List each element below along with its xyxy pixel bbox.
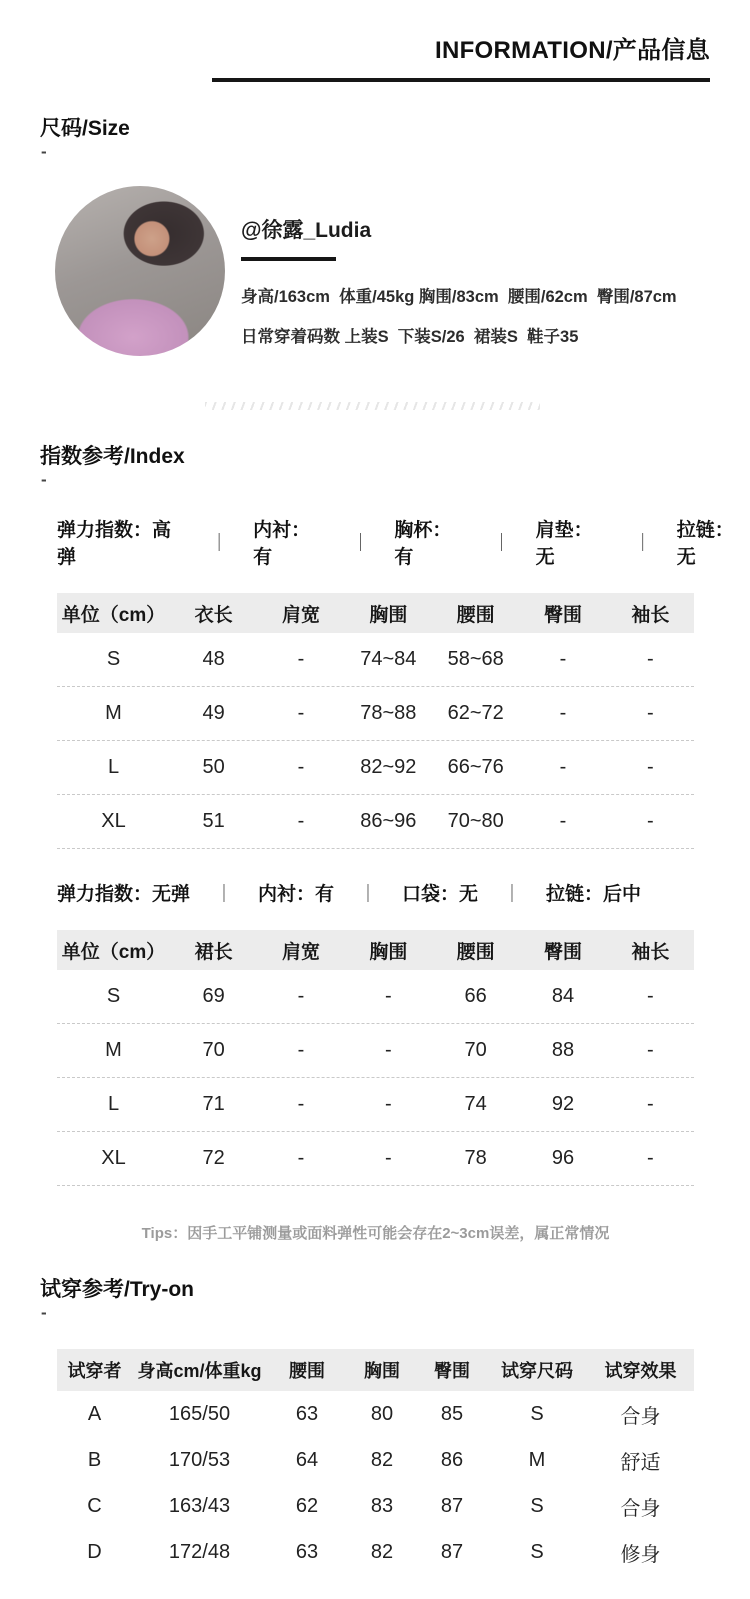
table-row <box>57 1483 694 1529</box>
model-name-rule <box>241 257 336 261</box>
table-cell: 48 <box>202 648 225 671</box>
table-cell: 70 <box>202 1039 225 1062</box>
table-row <box>57 687 694 741</box>
tryon-table <box>57 1349 694 1575</box>
table-row <box>57 1437 694 1483</box>
table-cell: 80 <box>370 1402 394 1425</box>
column-header: 臀围 <box>434 1361 470 1382</box>
table-cell: 78~88 <box>360 702 417 725</box>
table-cell: A <box>87 1402 102 1425</box>
index-section-dash: - <box>41 469 47 489</box>
table-cell: 51 <box>202 810 225 833</box>
table-cell: 87 <box>440 1540 464 1563</box>
table-cell: 63 <box>295 1540 319 1563</box>
column-header: 裙长 <box>194 941 233 963</box>
column-header: 胸围 <box>364 1361 400 1382</box>
table-cell: XL <box>101 1147 126 1170</box>
spec-divider: ｜ <box>503 883 522 904</box>
table-cell: 合身 <box>620 1497 661 1520</box>
column-header: 试穿者 <box>67 1361 122 1382</box>
table-cell: M <box>105 1039 122 1062</box>
table-row <box>57 795 694 849</box>
table-cell: - <box>559 648 567 671</box>
table-cell: - <box>384 1147 392 1170</box>
table-cell: 58~68 <box>447 648 504 671</box>
table-cell: - <box>297 1039 305 1062</box>
table-cell: 49 <box>202 702 225 725</box>
table-cell: 165/50 <box>168 1402 231 1425</box>
table-cell: 62 <box>295 1494 319 1517</box>
table-cell: 82 <box>370 1448 394 1471</box>
table-row <box>57 1024 694 1078</box>
table-cell: S <box>530 1540 544 1563</box>
table-cell: 合身 <box>620 1405 661 1428</box>
table-cell: - <box>384 1039 392 1062</box>
table-cell: 修身 <box>620 1543 661 1566</box>
column-header: 身高cm/体重kg <box>137 1361 262 1382</box>
table-cell: 170/53 <box>168 1448 231 1471</box>
spec-item: 内衬：有 <box>253 520 311 569</box>
table-cell: 74 <box>464 1093 487 1116</box>
table-cell: 70 <box>464 1039 487 1062</box>
spec-item: 肩垫：无 <box>535 520 593 569</box>
spec-divider: ｜ <box>492 533 511 554</box>
index-section-title: 指数参考/Index <box>40 444 185 468</box>
table-cell: M <box>105 702 122 725</box>
spec-item: 拉链：后中 <box>546 884 642 906</box>
spec-item: 胸杯：有 <box>394 520 452 569</box>
column-header: 衣长 <box>194 604 233 626</box>
table-cell: 69 <box>202 985 225 1008</box>
spec-item: 弹力指数：高弹 <box>57 520 172 569</box>
table-cell: 71 <box>202 1093 225 1116</box>
table-cell: 96 <box>551 1147 575 1170</box>
table-cell: S <box>106 985 121 1008</box>
table-header-row <box>57 930 694 970</box>
table-cell: - <box>646 1039 654 1062</box>
table-cell: 63 <box>295 1402 319 1425</box>
table-cell: C <box>87 1494 102 1517</box>
spec-row-top <box>57 515 750 569</box>
table-cell: 66 <box>464 985 487 1008</box>
column-header: 胸围 <box>369 941 408 963</box>
model-daily-sizes: 日常穿着码数 上装S 下装S/26 裙装S 鞋子35 <box>241 327 579 346</box>
table-row <box>57 1391 694 1437</box>
column-header: 肩宽 <box>281 604 320 626</box>
header-rule <box>212 78 710 82</box>
column-header: 试穿尺码 <box>501 1361 573 1382</box>
table-row <box>57 741 694 795</box>
table-cell: XL <box>101 810 126 833</box>
table-cell: - <box>297 985 305 1008</box>
table-cell: 64 <box>295 1448 319 1471</box>
column-header: 袖长 <box>631 941 670 963</box>
table-cell: 62~72 <box>447 702 504 725</box>
table-cell: D <box>87 1540 102 1563</box>
table-cell: 163/43 <box>168 1494 231 1517</box>
table-cell: B <box>87 1448 102 1471</box>
table-cell: - <box>297 1093 305 1116</box>
table-row <box>57 1529 694 1575</box>
tryon-section-title: 试穿参考/Try-on <box>40 1278 195 1302</box>
spec-item: 内衬：有 <box>258 884 335 906</box>
column-header: 肩宽 <box>281 941 320 963</box>
spec-divider: ｜ <box>633 533 652 554</box>
table-cell: - <box>646 985 654 1008</box>
table-cell: 66~76 <box>447 756 504 779</box>
table-cell: - <box>559 756 567 779</box>
table-cell: 86 <box>440 1448 464 1471</box>
column-header: 试穿效果 <box>604 1361 677 1382</box>
table-header-row <box>57 1349 694 1391</box>
table-cell: L <box>107 756 120 779</box>
column-header: 臀围 <box>543 604 582 626</box>
table-cell: 50 <box>202 756 225 779</box>
table-cell: S <box>530 1402 544 1425</box>
column-header: 单位（cm） <box>61 941 166 963</box>
table-cell: - <box>297 756 305 779</box>
size-table-top <box>57 593 694 849</box>
model-block <box>55 186 750 356</box>
table-cell: M <box>528 1448 546 1471</box>
table-cell: 83 <box>370 1494 394 1517</box>
table-cell: - <box>646 702 654 725</box>
table-cell: 82~92 <box>360 756 417 779</box>
table-cell: - <box>384 985 392 1008</box>
table-cell: - <box>297 648 305 671</box>
tips-note: Tips：因手工平铺测量或面料弹性可能会存在2~3cm误差，属正常情况 <box>141 1225 610 1243</box>
slash-divider <box>205 402 540 410</box>
table-cell: 87 <box>440 1494 464 1517</box>
table-header-row <box>57 593 694 633</box>
model-measurements: 身高/163cm 体重/45kg 胸围/83cm 腰围/62cm 臀围/87cm <box>241 287 677 306</box>
table-cell: - <box>559 810 567 833</box>
model-name: @徐露_Ludia <box>241 218 372 242</box>
table-row <box>57 970 694 1024</box>
table-cell: 88 <box>551 1039 575 1062</box>
table-cell: 92 <box>551 1093 575 1116</box>
column-header: 腰围 <box>289 1361 325 1382</box>
spec-divider: ｜ <box>215 883 234 904</box>
table-cell: 74~84 <box>360 648 417 671</box>
spec-row-skirt <box>57 879 750 906</box>
table-cell: 172/48 <box>168 1540 231 1563</box>
table-cell: - <box>646 756 654 779</box>
size-section-dash: - <box>41 142 47 161</box>
table-cell: - <box>646 1147 654 1170</box>
column-header: 胸围 <box>369 604 408 626</box>
table-cell: - <box>297 1147 305 1170</box>
column-header: 腰围 <box>456 604 495 626</box>
table-row <box>57 1132 694 1186</box>
table-cell: 86~96 <box>360 810 417 833</box>
table-cell: - <box>559 702 567 725</box>
spec-item: 弹力指数：无弹 <box>57 884 191 906</box>
table-cell: 78 <box>464 1147 487 1170</box>
table-row <box>57 1078 694 1132</box>
column-header: 臀围 <box>543 941 582 963</box>
table-cell: - <box>384 1093 392 1116</box>
page-title: INFORMATION/产品信息 <box>435 37 710 64</box>
table-cell: 70~80 <box>447 810 504 833</box>
table-cell: 85 <box>440 1402 464 1425</box>
table-cell: L <box>107 1093 120 1116</box>
spec-divider: ｜ <box>351 533 370 554</box>
tryon-section-dash: - <box>41 1303 47 1323</box>
table-cell: - <box>297 810 305 833</box>
table-cell: 舒适 <box>620 1451 661 1474</box>
column-header: 腰围 <box>456 941 495 963</box>
table-cell: - <box>646 810 654 833</box>
column-header: 单位（cm） <box>61 604 166 626</box>
table-cell: S <box>530 1494 544 1517</box>
size-table-skirt <box>57 930 694 1186</box>
table-cell: 84 <box>551 985 575 1008</box>
table-cell: - <box>646 648 654 671</box>
table-cell: 82 <box>370 1540 394 1563</box>
spec-divider: ｜ <box>359 883 378 904</box>
spec-divider: ｜ <box>210 533 229 554</box>
column-header: 袖长 <box>631 604 670 626</box>
table-cell: - <box>646 1093 654 1116</box>
spec-item: 口袋：无 <box>402 884 479 906</box>
table-cell: S <box>106 648 121 671</box>
model-photo <box>55 186 225 356</box>
table-cell: - <box>297 702 305 725</box>
table-row <box>57 633 694 687</box>
spec-item: 拉链：无 <box>676 520 734 569</box>
size-section-title: 尺码/Size <box>40 117 130 140</box>
table-cell: 72 <box>202 1147 225 1170</box>
model-info <box>241 186 677 356</box>
